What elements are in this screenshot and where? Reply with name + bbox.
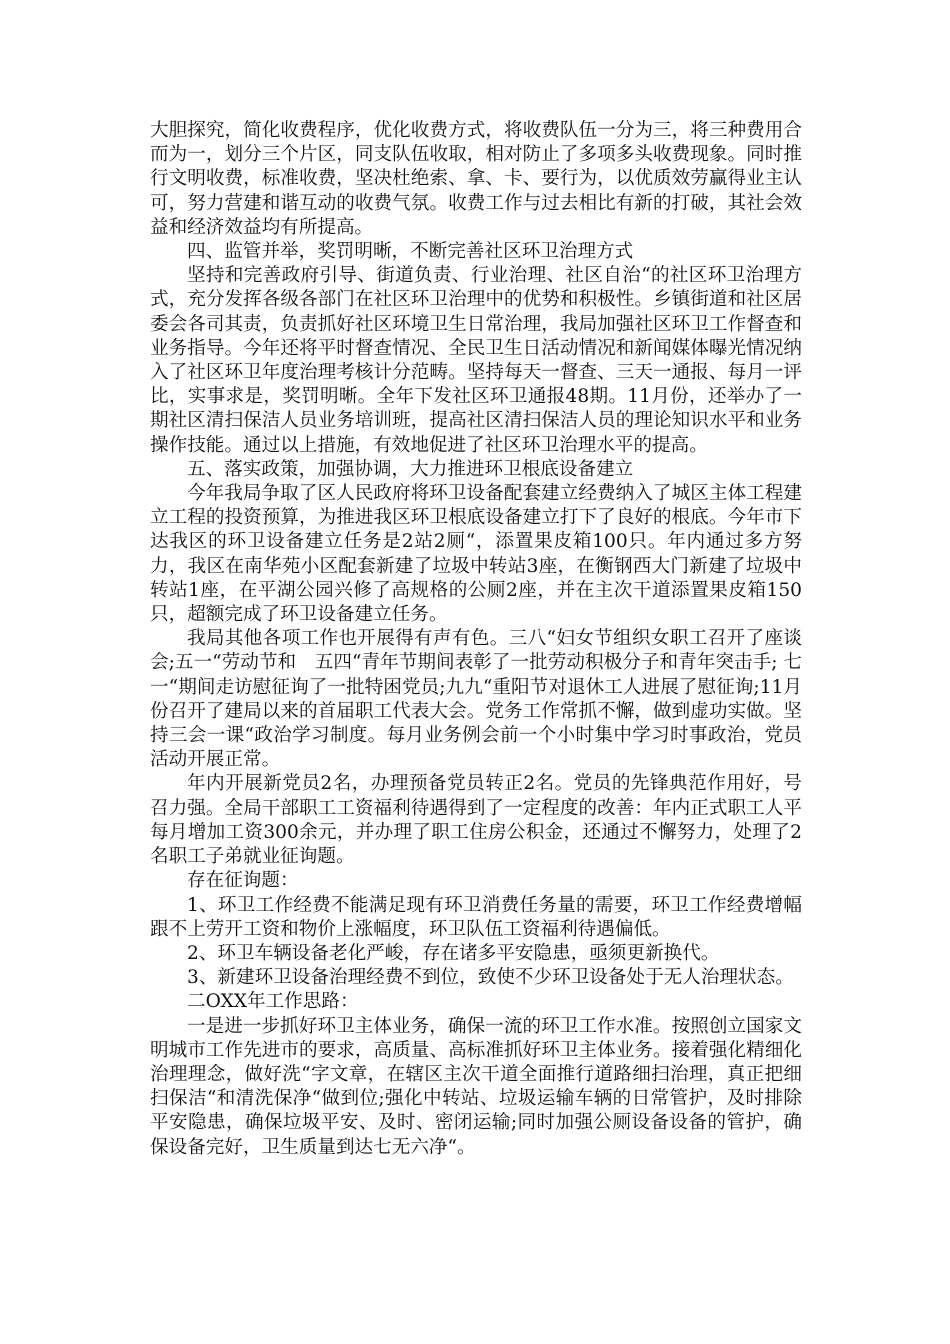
paragraph-plan-one: 一是进一步抓好环卫主体业务，确保一流的环卫工作水准。按照创立国家文明城市工作先进市的要求，高质量、高标准抓好环卫主体业务。接着强化精细化治理理念，做好洗“字文章，在辖区主次干道全面推行道路细扫治理，真正把细扫保洁“和清洗保净“做到位;强化中转站、垃圾运输车辆的日常管护，及时排除平安隐患，确保垃圾平安、及时、密闭运输;同时加强公厕设备设备的管护，确保设备完好，卫生质量到达七无六净“。 bbox=[150, 1015, 802, 1158]
heading-existing-problems: 存在征询题： bbox=[187, 870, 299, 892]
paragraph-party-members: 年内开展新党员2名，办理预备党员转正2名。党员的先锋典范作用好，号召力强。全局干部职工工资福利待遇得到了一定程度的改善：年内正式职工人平每月增加工资300余元，并办理了职工住房公积金，还通过不懈努力，处理了2名职工子弟就业征询题。 bbox=[150, 773, 802, 868]
paragraph-facility-construction: 今年我局争取了区人民政府将环卫设备配套建立经费纳入了城区主体工程建立工程的投资预算，为推进我区环卫根底设备建立打下了良好的根底。今年市下达我区的环卫设备建立任务是2站2厕“，添置果皮箱100只。年内通过多方努力，我区在南华苑小区配套新建了垃圾中转站3座，在衡钢西大门新建了垃圾中转站1座，在平湖公园兴修了高规格的公厕2座，并在主次干道添置果皮箱150只，超额完成了环卫设备建立任务。 bbox=[150, 483, 802, 626]
paragraph-fee-reform: 大胆探究，简化收费程序，优化收费方式，将收费队伍一分为三，将三种费用合而为一，划分三个片区，同支队伍收取，相对防止了多项多头收费现象。同时推行文明收费，标准收费，坚决杜绝索、拿、卡、要行为，以优质效劳赢得业主认可，努力营建和谐互动的收费气氛。收费工作与过去相比有新的打破，其社会效益和经济效益均有所提高。 bbox=[150, 120, 802, 238]
document-body bbox=[150, 119, 802, 1160]
paragraph-other-work: 我局其他各项工作也开展得有声有色。三八“妇女节组织女职工召开了座谈会;五一“劳动节和 五四“青年节期间表彰了一批劳动积极分子和青年突击手; 七一“期间走访慰征询了一批特困党员;九九“重阳节对退休工人进展了慰征询;11月份召开了建局以来的首届职工代表大会。党务工作常抓不懈，做到虚功实做。坚持三会一课“政治学习制度。每月业务例会前一个小时集中学习时事政治，党员活动开展正常。 bbox=[150, 628, 802, 771]
problem-item-1: 1、环卫工作经费不能满足现有环卫消费任务量的需要，环卫工作经费增幅跟不上劳开工资和物价上涨幅度，环卫队伍工资福利待遇偏低。 bbox=[150, 894, 802, 940]
paragraph-community-management: 坚持和完善政府引导、街道负责、行业治理、社区自治“的社区环卫治理方式，充分发挥各级各部门在社区环卫治理中的优势和积极性。乡镇街道和社区居委会各司其责，负责抓好社区环境卫生日常治理，我局加强社区环卫工作督查和业务指导。今年还将平时督查情况、全民卫生日活动情况和新闻媒体曝光情况纳入了社区环卫年度治理考核计分范畴。坚持每天一督查、三天一通报、每月一评比，实事求是，奖罚明晰。全年下发社区环卫通报48期。11月份，还举办了一期社区清扫保洁人员业务培训班，提高社区清扫保洁人员的理论知识水平和业务操作技能。通过以上措施，有效地促进了社区环卫治理水平的提高。 bbox=[150, 265, 802, 456]
problem-item-2: 2、环卫车辆设备老化严峻，存在诸多平安隐患，亟须更新换代。 bbox=[187, 942, 720, 964]
problem-item-3: 3、新建环卫设备治理经费不到位，致使不少环卫设备处于无人治理状态。 bbox=[187, 967, 794, 989]
heading-section-five: 五、落实政策，加强协调，大力推进环卫根底设备建立 bbox=[187, 458, 634, 480]
heading-work-plan: 二OXX年工作思路： bbox=[187, 991, 359, 1013]
heading-section-four: 四、监管并举，奖罚明晰，不断完善社区环卫治理方式 bbox=[187, 241, 634, 263]
